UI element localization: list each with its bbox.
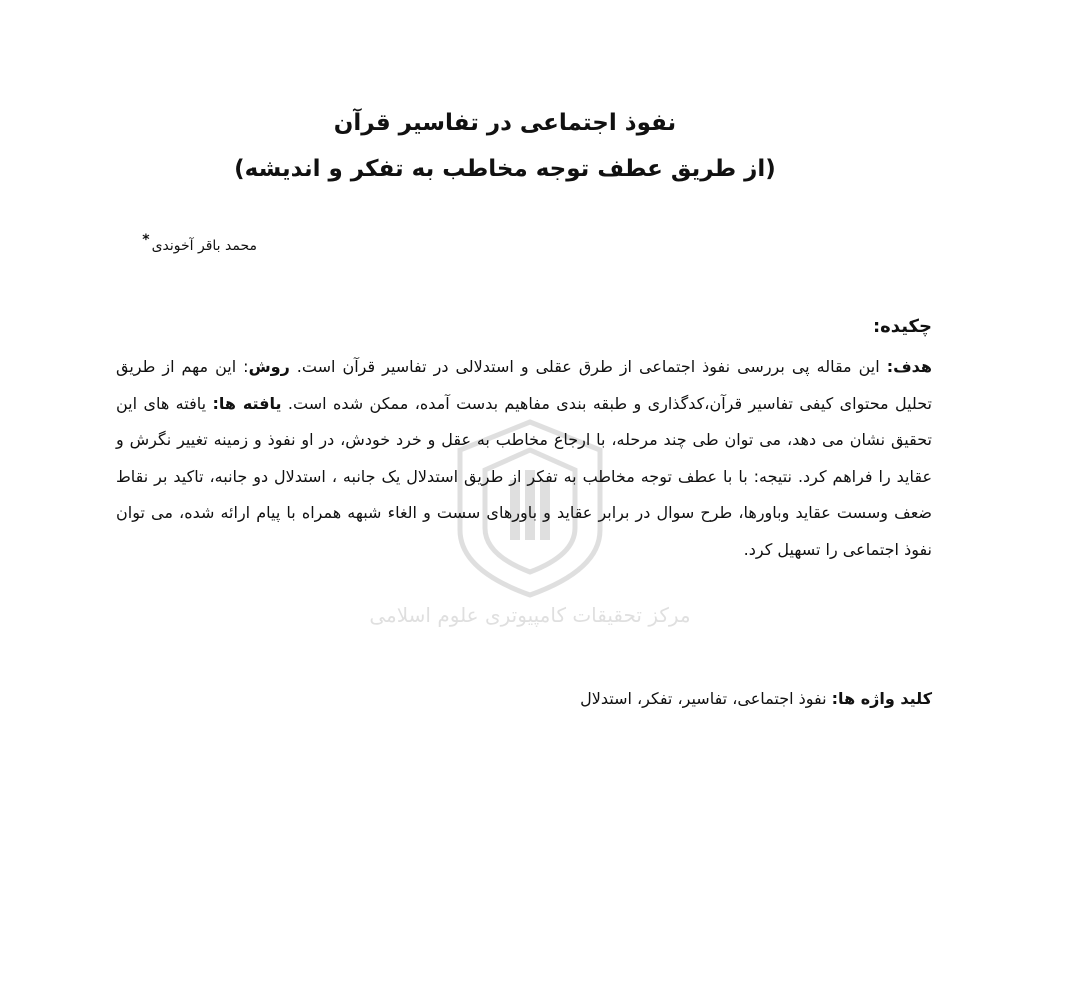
abstract-paragraph	[116, 349, 932, 568]
method-label: روش	[248, 357, 290, 376]
method-text: : این مهم از طریق تحلیل محتوای کیفی تفاسیر قرآن،کدگذاری و طبقه بندی مفاهیم بدست آمده، ممکن شده است.	[116, 357, 933, 413]
goal-text: این مقاله پی بررسی نفوذ اجتماعی از طرق عقلی و استدلالی در تفاسیر قرآن است.	[289, 357, 887, 376]
keywords-line	[400, 684, 932, 714]
keywords-label: کلید واژه ها:	[831, 689, 932, 708]
page-title: نفوذ اجتماعی در تفاسیر قرآن	[333, 110, 677, 136]
author-line	[120, 228, 257, 258]
abstract-heading: چکیده:	[872, 316, 932, 337]
findings-label: یافته ها:	[212, 393, 282, 413]
keywords-text: نفوذ اجتماعی، تفاسیر، تفکر، استدلال	[580, 689, 832, 708]
watermark-text: مرکز تحقیقات کامپیوتری علوم اسلامی	[369, 603, 691, 627]
goal-label: هدف:	[886, 357, 933, 376]
author-name: محمد باقر آخوندی	[151, 238, 257, 254]
findings-text: یافته های این تحقیق نشان می دهد، می توان طی چند مرحله، با ارجاع مخاطب به عقل و خرد خودش، در او نفوذ و زمینه تغییر نگرش و عقاید را فراهم کرد. نتیجه: با با عطف توجه مخاطب به تفکر از طریق استدلال یک جانبه ، استدلال دو جانبه، تاکید بر نقاط ضعف وسست عقاید وباورها، طرح سوال در برابر عقاید و باورهای سست و الغاء شبهه همراه با پیام ارائه شده، می توان نفوذ اجتماعی را تسهیل کرد.	[116, 393, 932, 559]
page-subtitle: (از طریق عطف توجه مخاطب به تفکر و اندیشه)	[234, 156, 776, 182]
author-footnote-mark: *	[142, 232, 150, 248]
